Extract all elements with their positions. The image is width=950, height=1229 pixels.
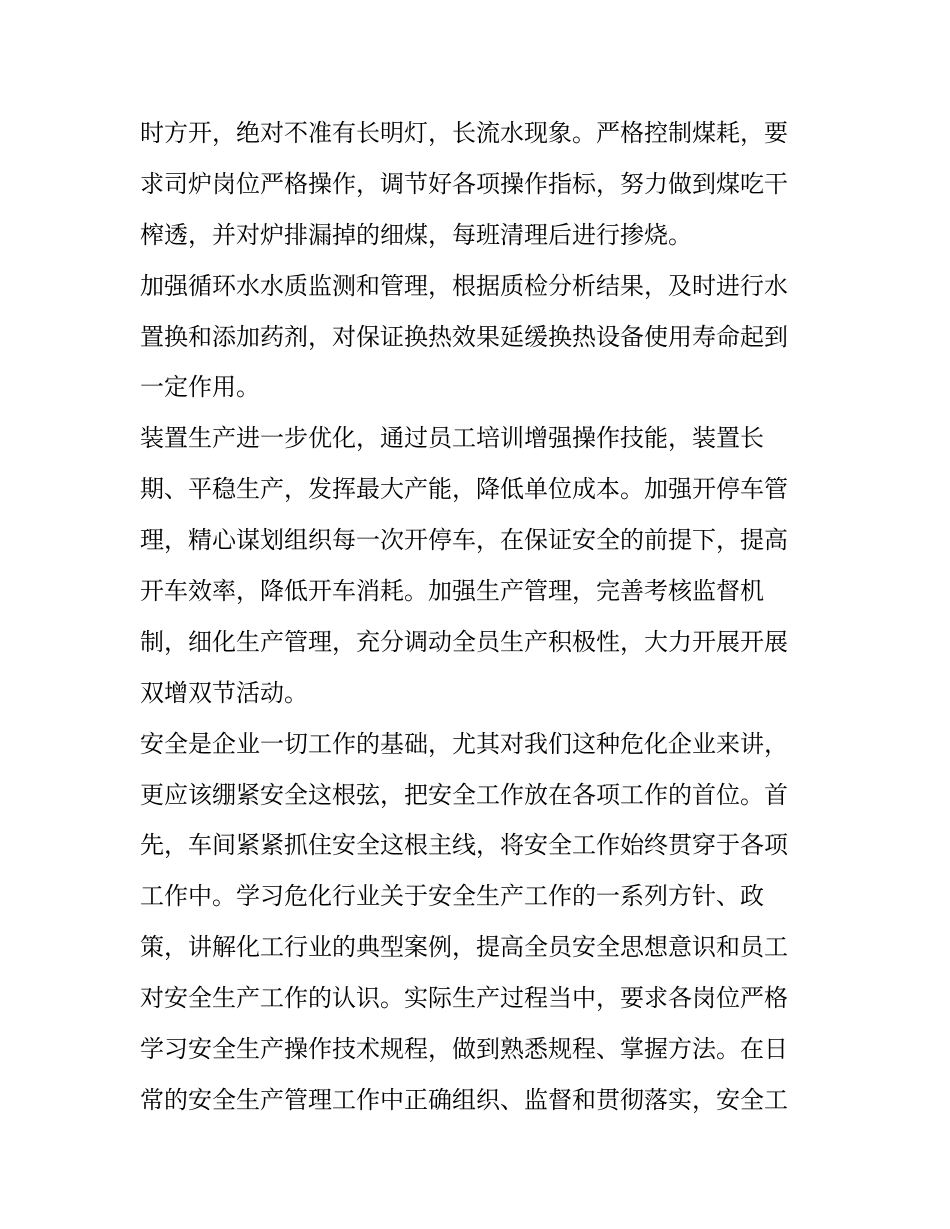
body-text xyxy=(140,108,820,1126)
text-line: 安全是企业一切工作的基础，尤其对我们这种危化企业来讲， xyxy=(140,729,788,758)
text-line: 置换和添加药剂，对保证换热效果延缓换热设备使用寿命起到 xyxy=(140,322,788,351)
text-line: 榨透，并对炉排漏掉的细煤，每班清理后进行掺烧。 xyxy=(140,220,692,249)
text-line: 先，车间紧紧抓住安全这根主线，将安全工作始终贯穿于各项 xyxy=(140,831,788,860)
text-line: 策，讲解化工行业的典型案例，提高全员安全思想意识和员工 xyxy=(140,933,788,962)
text-line: 对安全生产工作的认识。实际生产过程当中，要求各岗位严格 xyxy=(140,984,788,1013)
text-line: 一定作用。 xyxy=(140,373,260,402)
text-line: 开车效率，降低开车消耗。加强生产管理，完善考核监督机 xyxy=(140,577,764,606)
text-line: 时方开，绝对不准有长明灯，长流水现象。严格控制煤耗，要 xyxy=(140,119,788,147)
text-line: 常的安全生产管理工作中正确组织、监督和贯彻落实，安全工 xyxy=(140,1085,788,1114)
text-line: 双增双节活动。 xyxy=(140,678,308,707)
text-line: 制，细化生产管理，充分调动全员生产积极性，大力开展开展 xyxy=(140,627,788,656)
text-line: 装置生产进一步优化，通过员工培训增强操作技能，装置长 xyxy=(140,424,764,453)
text-line: 理，精心谋划组织每一次开停车，在保证安全的前提下，提高 xyxy=(140,526,788,555)
text-line: 工作中。学习危化行业关于安全生产工作的一系列方针、政 xyxy=(140,882,764,911)
text-line: 求司炉岗位严格操作，调节好各项操作指标，努力做到煤吃干 xyxy=(140,169,788,198)
text-line: 更应该绷紧安全这根弦，把安全工作放在各项工作的首位。首 xyxy=(140,780,788,809)
text-line: 期、平稳生产，发挥最大产能，降低单位成本。加强开停车管 xyxy=(140,475,788,504)
text-line: 加强循环水水质监测和管理，根据质检分析结果，及时进行水 xyxy=(140,271,788,300)
text-line: 学习安全生产操作技术规程，做到熟悉规程、掌握方法。在日 xyxy=(140,1035,788,1064)
